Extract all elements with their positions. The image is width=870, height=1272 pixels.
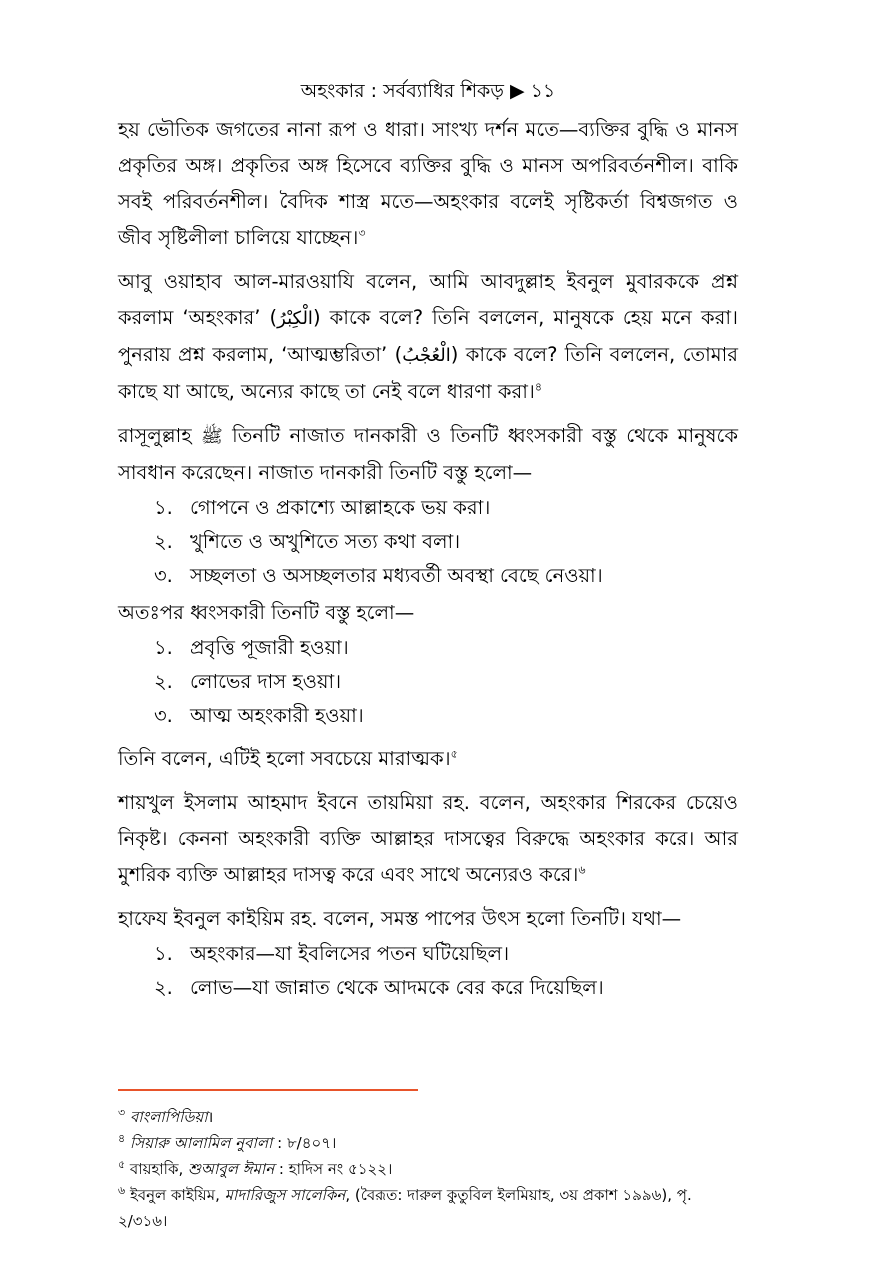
footnote-source-title: সিয়ারু আলামিল নুবালা (129, 1134, 273, 1152)
paragraph-text: শায়খুল ইসলাম আহমাদ ইবনে তায়মিয়া রহ. বলেন, অহংকার শিরকের চেয়েও নিকৃষ্ট। কেননা অহংকারী ব্যক্তি আল্লাহর দাসত্বের বিরুদ্ধে অহংকার করে। আর মুশরিক ব্যক্তি আল্লাহর দাসত্ব করে এবং সাথে অন্যেরও করে। (118, 791, 739, 886)
footnote-text: , (বৈরূত: দারুল কুতুবিল ইলমিয়াহ, ৩য় প্রকাশ ১৯৯৬), পৃ. ২/৩১৬। (118, 1186, 692, 1230)
list-number: ২. (154, 530, 173, 553)
list-text: আত্ম অহংকারী হওয়া। (190, 704, 364, 727)
list-text: সচ্ছলতা ও অসচ্ছলতার মধ্যবর্তী অবস্থা বেছে নেওয়া। (190, 564, 603, 587)
footnote-ref[interactable]: ৫ (450, 747, 458, 761)
list-item (118, 491, 738, 525)
paragraph-rasulullah (118, 418, 738, 491)
paragraph-text: তিনটি নাজাত দানকারী ও তিনটি ধ্বংসকারী বস্তু থেকে মানুষকে সাবধান করেছেন। নাজাত দানকারী তিনটি বস্তু হলো— (118, 424, 738, 484)
sin-sources-list (118, 937, 738, 1005)
paragraph-text: অতঃপর ধ্বংসকারী তিনটি বস্তু হলো— (118, 601, 415, 624)
paragraph-samkhya (118, 112, 738, 256)
paragraph-text: ) কাকে বলে? তিনি বললেন, মানুষকে হেয় মনে করা। পুনরায় প্রশ্ন করলাম, ‘আত্মম্ভরিতা’ ( (118, 306, 738, 366)
arabic-word-kibr: الْكِبْرُ (277, 308, 313, 329)
paragraph-abu-wahab (118, 264, 738, 410)
running-title: অহংকার : সর্বব্যাধির শিকড় ▶ ১১ (300, 80, 556, 102)
list-item (118, 665, 738, 699)
paragraph-text: আবু ওয়াহাব আল-মারওয়াযি বলেন, আমি আবদুল্লাহ ইবনুল মুবারককে প্রশ্ন করলাম ‘অহংকার’ ( (118, 270, 738, 329)
list-number: ১. (154, 496, 173, 519)
footnote-5 (118, 1156, 738, 1182)
footnote-3 (118, 1104, 738, 1130)
paragraph-text: হয় ভৌতিক জগতের নানা রূপ ও ধারা। সাংখ্য দর্শন মতে—ব্যক্তির বুদ্ধি ও মানস প্রকৃতির অঙ্গ। প্রকৃতির অঙ্গ হিসেবে ব্যক্তির বুদ্ধি ও মানস অপরিবর্তনশীল। বাকি সবই পরিবর্তনশীল। বৈদিক শাস্ত্র মতে—অহংকার বলেই সৃষ্টিকর্তা বিশ্বজগত ও জীব সৃষ্টিলীলা চালিয়ে যাচ্ছেন। (118, 118, 738, 249)
list-number: ৩. (154, 564, 173, 587)
list-number: ৩. (154, 704, 173, 727)
paragraph-most-fatal (118, 741, 738, 777)
list-text: খুশিতে ও অখুশিতে সত্য কথা বলা। (190, 530, 461, 553)
footnote-source-title: মাদারিজুস সালেকিন (224, 1186, 346, 1204)
destroying-things-list (118, 631, 738, 733)
paragraph-text: ) কাকে বলে? তিনি বললেন, তোমার কাছে যা আছে, অন্যের কাছে তা নেই বলে ধারণা করা। (118, 343, 738, 403)
list-text: অহংকার—যা ইবলিসের পতন ঘটিয়েছিল। (190, 942, 510, 965)
footnote-text: বায়হাকি, (129, 1160, 189, 1178)
paragraph-text: রাসূলুল্লাহ (118, 424, 201, 447)
arabic-word-ujb: الْعُجْبُ (402, 345, 451, 366)
footnote-source-title: বাংলাপিডিয়া (129, 1108, 208, 1126)
paragraph-ibn-taymiyya (118, 785, 738, 893)
list-item (118, 525, 738, 559)
salawat-glyph: ﷺ (200, 426, 223, 447)
footnote-divider (118, 1089, 418, 1091)
list-item (118, 937, 738, 971)
paragraph-text: তিনি বলেন, এটিই হলো সবচেয়ে মারাত্মক। (118, 747, 451, 770)
footnote-text: ইবনুল কাইয়িম, (129, 1186, 225, 1204)
list-number: ২. (154, 670, 173, 693)
footnote-source-title: শুআবুল ঈমান (188, 1160, 275, 1178)
list-number: ১. (154, 636, 173, 659)
footnote-text: : হাদিস নং ৫১২২। (274, 1160, 393, 1178)
list-item (118, 559, 738, 593)
footnote-ref[interactable]: ৪ (534, 380, 543, 394)
list-number: ১. (154, 942, 173, 965)
saving-things-list (118, 491, 738, 593)
footnote-number: ৩ (118, 1106, 126, 1119)
footnote-6 (118, 1182, 738, 1234)
list-item (118, 631, 738, 665)
list-text: প্রবৃত্তি পূজারী হওয়া। (190, 636, 349, 659)
footnote-number: ৬ (118, 1184, 126, 1197)
list-text: লোভ—যা জান্নাত থেকে আদমকে বের করে দিয়েছিল। (190, 976, 604, 999)
list-item (118, 699, 738, 733)
footnote-4 (118, 1130, 738, 1156)
paragraph-ibn-qayyim (118, 901, 738, 937)
footnote-text: । (207, 1108, 214, 1126)
footnote-number: ৪ (118, 1132, 126, 1145)
footnote-ref[interactable]: ৩ (358, 226, 366, 240)
list-text: গোপনে ও প্রকাশ্যে আল্লাহকে ভয় করা। (190, 496, 491, 519)
footnote-text: : ৮/৪০৭। (272, 1134, 337, 1152)
footnote-ref[interactable]: ৬ (578, 863, 586, 877)
footnote-number: ৫ (118, 1158, 126, 1171)
list-text: লোভের দাস হওয়া। (190, 670, 342, 693)
paragraph-text: হাফেয ইবনুল কাইয়িম রহ. বলেন, সমস্ত পাপের উৎস হলো তিনটি। যথা— (118, 907, 682, 930)
page-body (118, 78, 738, 1007)
paragraph-destroying-intro (118, 595, 738, 631)
running-header (118, 78, 738, 104)
footnotes-section (118, 1104, 738, 1234)
list-number: ২. (154, 976, 173, 999)
list-item (118, 971, 738, 1005)
